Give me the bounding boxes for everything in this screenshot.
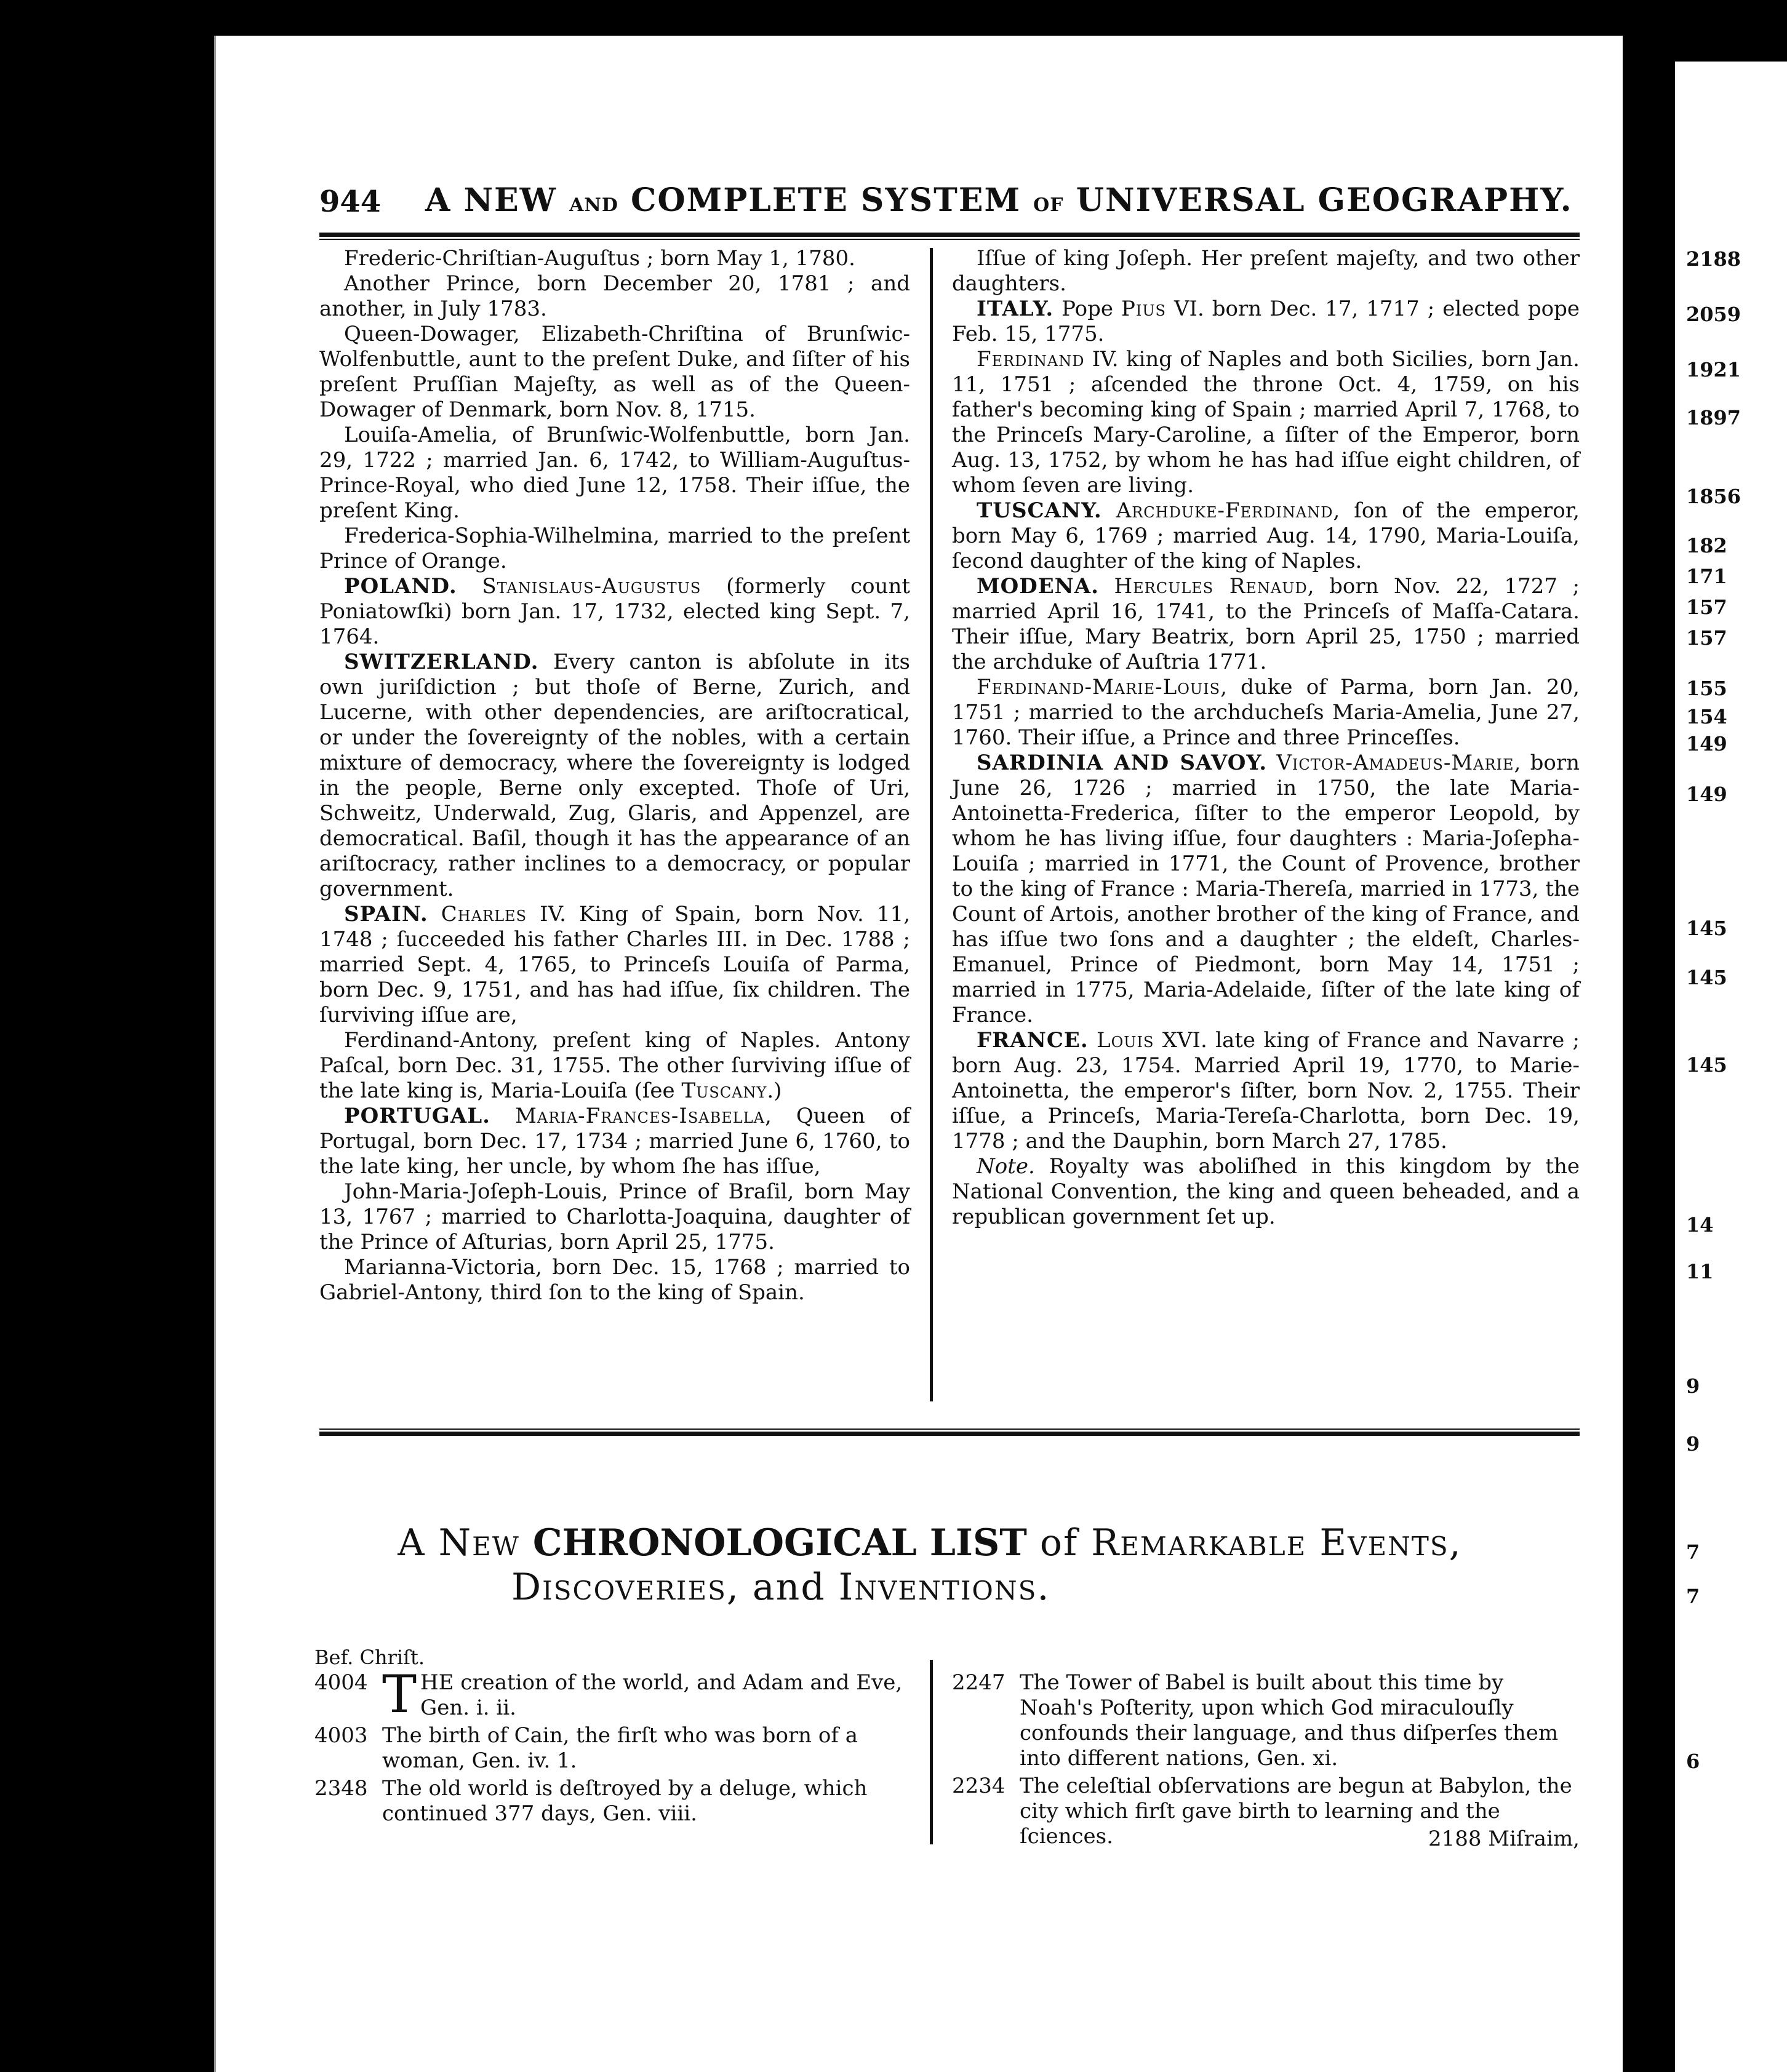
paragraph: Another Prince, born December 20, 1781 ; and another, in July 1783.: [319, 271, 910, 321]
chronology-entry: 4004 THE creation of the world, and Adam and Eve, Gen. i. ii.: [314, 1664, 903, 1724]
entry-poland: POLAND. Stanislaus-Augustus (formerly count Poniatowſki) born Jan. 17, 1732, elected king Sept. 7, 1764.: [319, 574, 911, 649]
paragraph: Iſſue of king Joſeph. Her preſent majeſty, and two other daughters.: [952, 246, 1580, 296]
note: Note. Royalty was aboliſhed in this kingdom by the National Convention, the king and queen beheaded, and a republican government ſet up.: [952, 1154, 1580, 1229]
running-header: [319, 170, 1575, 219]
chronology-left: [314, 1645, 905, 1829]
running-title: A NEW AND COMPLETE SYSTEM OF UNIVERSAL GEOGRAPHY.: [425, 181, 1573, 219]
entry-italy: ITALY. Pope Pius VI. born Dec. 17, 1717 ; elected pope Feb. 15, 1775.: [952, 297, 1580, 346]
entry-parma: Ferdinand-Marie-Louis, duke of Parma, born Jan. 20, 1751 ; married to the archducheſs Maria-Amelia, June 27, 1760. Their iſſue, a Prince and three Princeſſes.: [952, 675, 1580, 750]
right-column: [952, 246, 1580, 1230]
paragraph: Ferdinand-Antony, preſent king of Naples. Antony Paſcal, born Dec. 31, 1755. The other ſurviving iſſue of the late king is, Maria-Louiſa (ſee Tuscany.): [319, 1028, 910, 1103]
paragraph: Marianna-Victoria, born Dec. 15, 1768 ; married to Gabriel-Antony, third ſon to the king of Spain.: [319, 1255, 910, 1305]
paragraph: Frederic-Chriſtian-Auguſtus ; born May 1, 1780.: [344, 246, 855, 271]
paragraph: John-Maria-Joſeph-Louis, Prince of Braſil, born May 13, 1767 ; married to Charlotta-Joaquina, daughter of the Prince of Aſturias, born April 25, 1775.: [319, 1179, 910, 1254]
entry-tuscany: TUSCANY. Archduke-Ferdinand, ſon of the emperor, born May 6, 1769 ; married Aug. 14, 1790, Maria-Louiſa, ſecond daughter of the king of Naples.: [952, 498, 1580, 573]
column-divider: [930, 248, 933, 1401]
chronology-entry: 2247 The Tower of Babel is built about this time by Noah's Poſterity, upon which God miraculouſly confounds their language, and thus diſperſes them into different nations, Gen. xi.: [952, 1670, 1559, 1771]
facing-page-edge: 2188 2059 1921 1897 1856 182 171 157 157 155 154 149 149 145 145 145 14 11 9 9 7 7 6: [1675, 62, 1787, 2072]
book-page: [214, 36, 1623, 2072]
catchword: 2188 Miſraim,: [1428, 1827, 1580, 1851]
chronology-entry: 2348 The old world is deſtroyed by a deluge, which continued 377 days, Gen. viii.: [314, 1776, 868, 1826]
entry-switzerland: SWITZERLAND. Every canton is abſolute in its own juriſdiction ; but thoſe of Berne, Zurich, and Lucerne, with other dependencies, are ariſtocratical, or under the ſovereignty of the nobles, with a certain mixture of democracy, where the ſovereignty is lodged in the people, Berne only excepted. Thoſe of Uri, Schweitz, Underwald, Zug, Glaris, and Appenzel, are democratical. Baſil, though it has the appearance of an ariſtocracy, rather inclines to a democracy, or popular government.: [319, 650, 910, 901]
entry-spain: SPAIN. Charles IV. King of Spain, born Nov. 11, 1748 ; ſucceeded his father Charles III. in Dec. 1788 ; married Sept. 4, 1765, to Princeſs Louiſa of Parma, born Dec. 9, 1751, and has had iſſue, ſix children. The ſurviving iſſue are,: [319, 902, 910, 1027]
chronology-title: A New CHRONOLOGICAL LIST of Remarkable Events, Discoveries, and Inventions.: [398, 1521, 1462, 1609]
entry-naples: Ferdinand IV. king of Naples and both Sicilies, born Jan. 11, 1751 ; aſcended the throne Oct. 4, 1759, on his father's becoming king of Spain ; married April 7, 1768, to the Princeſs Mary-Caroline, a ſiſter of the Emperor, born Aug. 13, 1752, by whom he has had iſſue eight children, of whom ſeven are living.: [952, 347, 1580, 498]
chronology-entry: 4003 The birth of Cain, the firſt who was born of a woman, Gen. iv. 1.: [314, 1723, 858, 1773]
entry-sardinia: SARDINIA AND SAVOY. Victor-Amadeus-Marie, born June 26, 1726 ; married in 1750, the late Maria-Antoinetta-Frederica, ſiſter to the emperor Leopold, by whom he has living iſſue, four daughters : Maria-Joſepha-Louiſa ; married in 1771, the Count of Provence, brother to the king of France : Maria-Thereſa, married in 1773, the Count of Artois, another brother of the king of France, and has iſſue two ſons and a daughter ; the eldeſt, Charles-Emanuel, Prince of Piedmont, born May 14, 1751 ; married in 1775, Maria-Adelaide, ſiſter of the late king of France.: [952, 751, 1580, 1027]
section-rule: [319, 1428, 1580, 1430]
paragraph: Louiſa-Amelia, of Brunſwic-Wolfenbuttle, born Jan. 29, 1722 ; married Jan. 6, 1742, to William-Auguſtus-Prince-Royal, who died June 12, 1758. Their iſſue, the preſent King.: [319, 423, 910, 523]
entry-france: FRANCE. Louis XVI. late king of France and Navarre ; born Aug. 23, 1754. Married April 19, 1770, to Marie-Antoinetta, the emperor's ſiſter, born Nov. 2, 1755. Their iſſue, a Princeſs, Maria-Tereſa-Charlotta, born Dec. 19, 1778 ; and the Dauphin, born March 27, 1785.: [952, 1028, 1580, 1154]
column-divider: [930, 1660, 933, 1844]
paragraph: Frederica-Sophia-Wilhelmina, married to the preſent Prince of Orange.: [319, 524, 910, 573]
header-rule: [319, 233, 1580, 237]
chronology-right: [952, 1670, 1580, 1852]
drop-cap: T: [382, 1664, 417, 1724]
entry-modena: MODENA. Hercules Renaud, born Nov. 22, 1727 ; married April 16, 1741, to the Princeſs of Maſſa-Catara. Their iſſue, Mary Beatrix, born April 25, 1750 ; married the archduke of Auſtria 1771.: [952, 574, 1580, 674]
paragraph: Queen-Dowager, Elizabeth-Chriſtina of Brunſwic-Wolfenbuttle, aunt to the preſent Duke, and ſiſter of his preſent Pruſſian Majeſty, as well as of the Queen-Dowager of Denmark, born Nov. 8, 1715.: [319, 322, 910, 422]
page-number: 944: [319, 185, 382, 219]
chronology-entry: 2234 The celeſtial obſervations are begun at Babylon, the city which firſt gave birth to learning and the ſciences.: [952, 1774, 1572, 1849]
entry-portugal: PORTUGAL. Maria-Frances-Isabella, Queen of Portugal, born Dec. 17, 1734 ; married June 6, 1760, to the late king, her uncle, by whom ſhe has iſſue,: [319, 1104, 911, 1179]
era-label: Bef. Chriſt.: [314, 1646, 425, 1669]
left-column: [319, 246, 910, 1305]
